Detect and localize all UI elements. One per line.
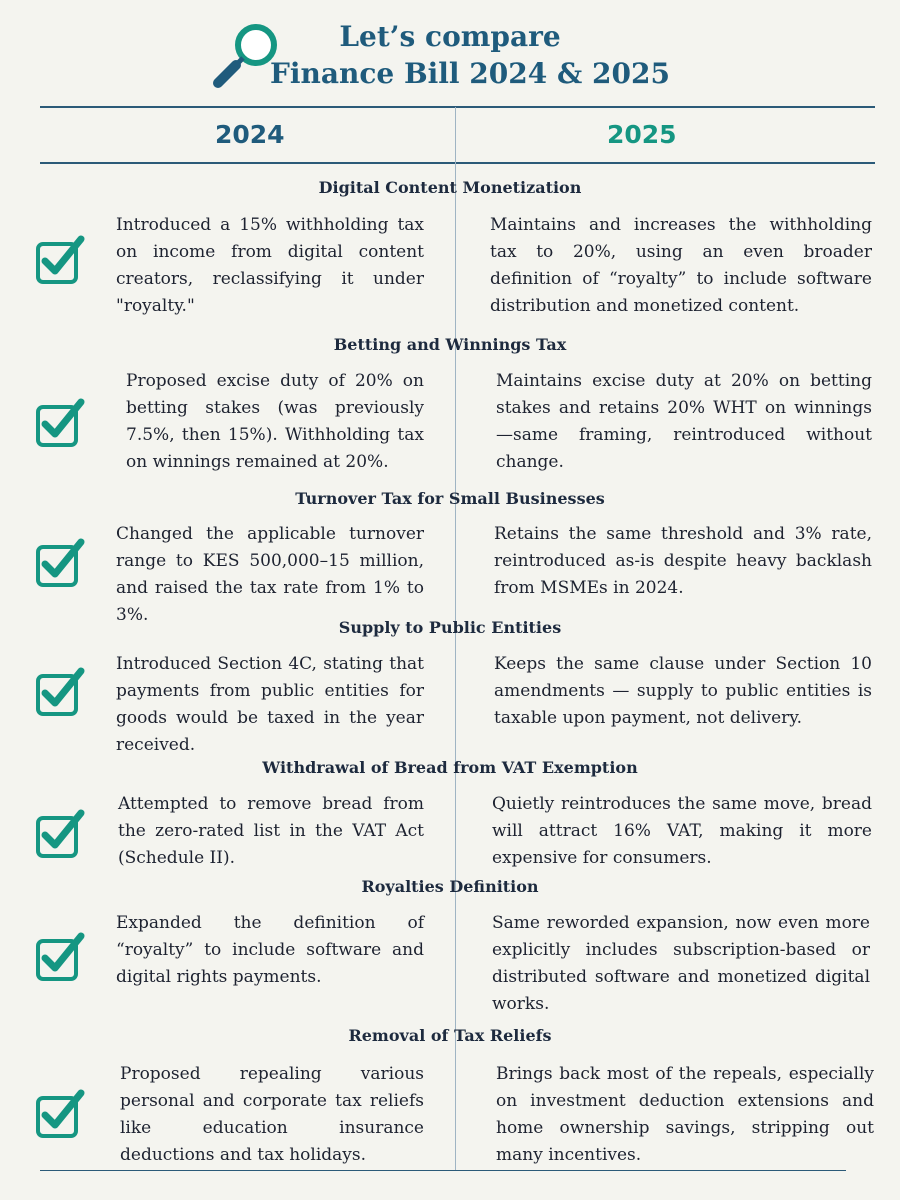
header-divider: [40, 106, 875, 108]
cell-2025: Quietly reintroduces the same move, bread will attract 16% VAT, making it more expensive for consumers.: [492, 794, 872, 868]
cell-2024: Proposed repealing various personal and corporate tax reliefs like education insurance deductions and tax holidays.: [120, 1064, 424, 1165]
column-header-divider: [40, 162, 875, 164]
section-title: Supply to Public Entities: [338, 618, 562, 637]
checkmark-icon: [36, 1088, 86, 1138]
checkmark-icon: [36, 234, 86, 284]
column-header-2024: 2024: [215, 120, 285, 149]
cell-2024: Proposed excise duty of 20% on betting stakes (was previously 7.5%, then 15%). Withholding tax on winnings remained at 20%.: [126, 371, 424, 472]
title-line-2: Finance Bill 2024 & 2025: [270, 57, 670, 90]
section-title: Removal of Tax Reliefs: [348, 1026, 552, 1045]
cell-2025: Maintains excise duty at 20% on betting stakes and retains 20% WHT on winnings—same framing, reintroduced without change.: [496, 371, 872, 472]
cell-2025: Retains the same threshold and 3% rate, reintroduced as-is despite heavy backlash from MSMEs in 2024.: [494, 524, 872, 598]
cell-2024: Introduced Section 4C, stating that payments from public entities for goods would be taxed in the year received.: [116, 654, 424, 755]
cell-2025: Keeps the same clause under Section 10 amendments — supply to public entities is taxable upon payment, not delivery.: [494, 654, 872, 728]
checkmark-icon: [36, 931, 86, 981]
section-title: Digital Content Monetization: [318, 178, 582, 197]
checkmark-icon: [36, 808, 86, 858]
section-title: Withdrawal of Bread from VAT Exemption: [262, 758, 638, 777]
section-title: Betting and Winnings Tax: [333, 335, 567, 354]
cell-2024: Introduced a 15% withholding tax on income from digital content creators, reclassifying it under "royalty.": [116, 215, 424, 316]
checkmark-icon: [36, 397, 86, 447]
footer-divider: [40, 1170, 846, 1171]
cell-2024: Expanded the definition of “royalty” to include software and digital rights payments.: [116, 913, 424, 987]
section-title: Turnover Tax for Small Businesses: [295, 489, 605, 508]
cell-2024: Changed the applicable turnover range to KES 500,000–15 million, and raised the tax rate from 1% to 3%.: [116, 524, 424, 625]
checkmark-icon: [36, 537, 86, 587]
page-title: [270, 18, 670, 92]
header: [0, 0, 900, 105]
title-line-1: Let’s compare: [339, 20, 561, 53]
column-header-2025: 2025: [607, 120, 677, 149]
cell-2025: Same reworded expansion, now even more explicitly includes subscription-based or distributed software and monetized digital works.: [492, 913, 870, 1014]
column-divider: [455, 107, 456, 1170]
checkmark-icon: [36, 666, 86, 716]
section-title: Royalties Definition: [361, 877, 539, 896]
cell-2024: Attempted to remove bread from the zero-rated list in the VAT Act (Schedule II).: [118, 794, 424, 868]
cell-2025: Brings back most of the repeals, especially on investment deduction extensions and home ownership savings, stripping out many incentives.: [496, 1064, 874, 1165]
cell-2025: Maintains and increases the withholding tax to 20%, using an even broader definition of “royalty” to include software distribution and monetized content.: [490, 215, 872, 316]
